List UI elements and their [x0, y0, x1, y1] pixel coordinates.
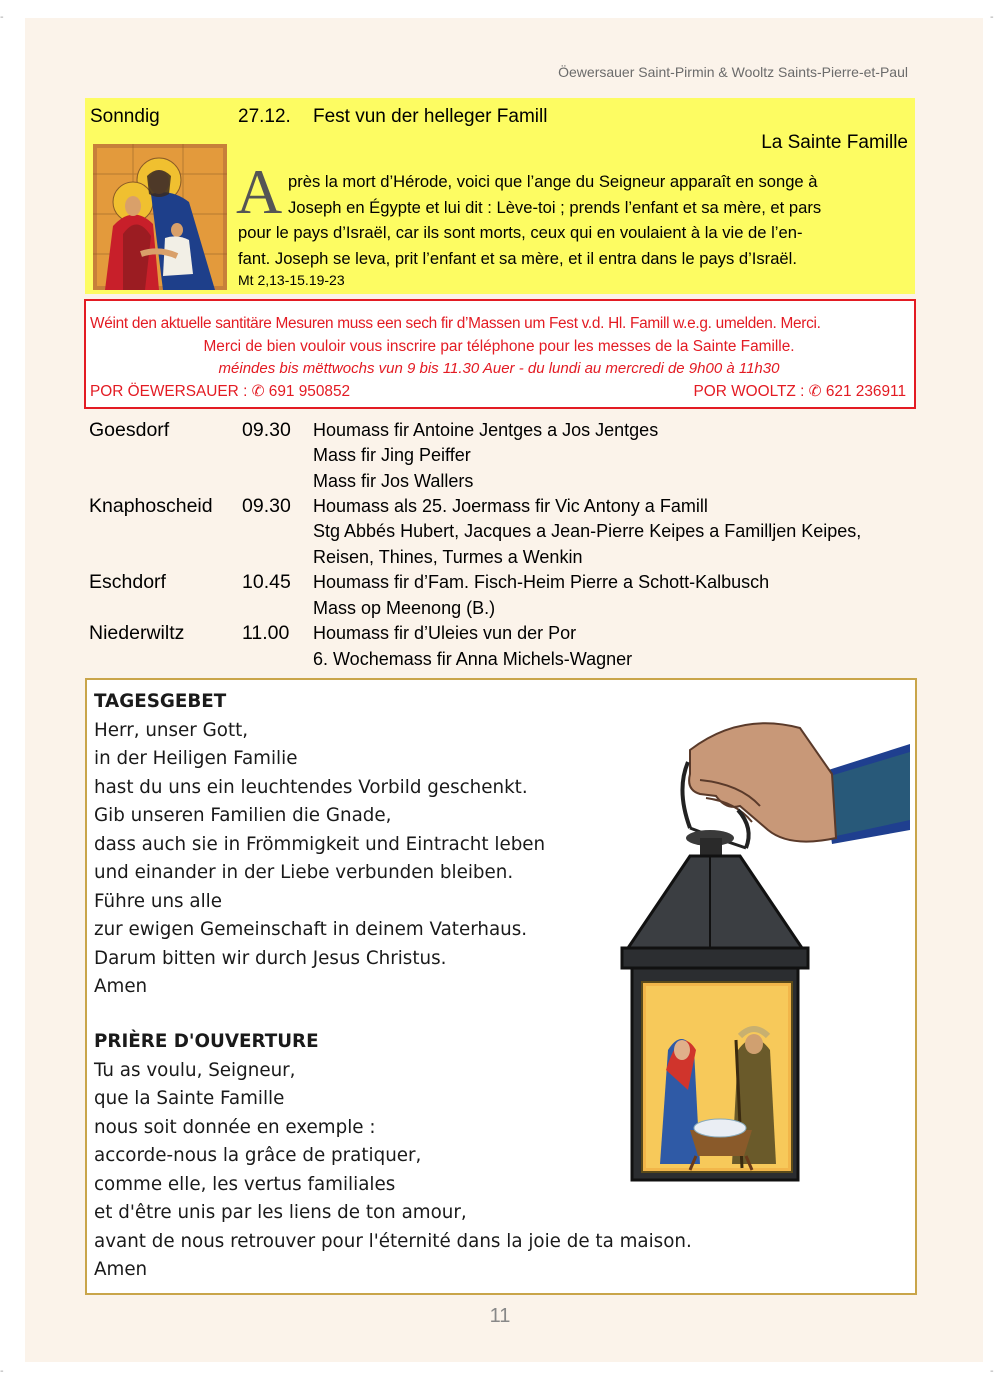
crop-mark: -	[990, 12, 994, 23]
mass-line	[313, 496, 708, 517]
mass-line: 6. Wochemass fir Anna Michels-Wagner	[313, 649, 633, 669]
prayer-title-fr: PRIÈRE D'OUVERTURE	[94, 1031, 319, 1052]
prayer-line: comme elle, les vertus familiales	[94, 1173, 396, 1195]
mass-kind: Houmass	[313, 496, 390, 516]
gospel-reference: Mt 2,13-15.19-23	[238, 272, 345, 288]
mass-kind: Houmass	[313, 420, 390, 440]
feast-day: Sonndig	[90, 106, 160, 127]
mass-line	[313, 572, 769, 593]
mass-line	[313, 623, 576, 644]
mass-place: Eschdorf	[89, 571, 166, 593]
prayer-line: und einander in der Liebe verbunden bleiben.	[94, 862, 514, 883]
page-header: Öewersauer Saint-Pirmin & Wooltz Saints-Pierre-et-Paul	[558, 64, 908, 80]
mass-time: 10.45	[242, 571, 291, 593]
mass-line: Mass fir Jing Peiffer	[313, 445, 471, 465]
mass-line	[313, 420, 658, 441]
prayer-line: Darum bitten wir durch Jesus Christus.	[94, 947, 447, 969]
feast-title-lu: Fest vun der helleger Famill	[313, 106, 548, 127]
prayer-line: zur ewigen Gemeinschaft in deinem Vaterhaus.	[94, 919, 528, 940]
mass-kind: Houmass	[313, 623, 390, 643]
prayer-line: in der Heiligen Familie	[94, 748, 298, 769]
prayer-line: et d'être unis par les liens de ton amour,	[94, 1202, 467, 1223]
feast-date: 27.12.	[238, 106, 291, 127]
phone-oewersauer: POR ÖEWERSAUER : ✆ 691 950852	[90, 383, 351, 400]
gospel-line: fant. Joseph se leva, prit l’enfant et sa mère, et il entra dans le pays d’Israël.	[238, 248, 797, 268]
mass-line: Stg Abbés Hubert, Jacques a Jean-Pierre Keipes a Familljen Keipes,	[313, 521, 862, 541]
mass-place: Goesdorf	[89, 419, 170, 441]
prayer-line: hast du uns ein leuchtendes Vorbild geschenkt.	[94, 776, 528, 798]
prayer-line: Amen	[94, 976, 148, 997]
mass-intention: fir d’Fam. Fisch-Heim Pierre a Schott-Kalbusch	[389, 572, 770, 592]
mass-place: Niederwiltz	[89, 622, 185, 644]
crop-mark: -	[0, 12, 4, 23]
prayer-title-de: TAGESGEBET	[94, 691, 227, 712]
mass-time: 11.00	[242, 622, 290, 644]
prayer-line: avant de nous retrouver pour l'éternité dans la joie de ta maison.	[94, 1230, 692, 1252]
prayer-line: Tu as voulu, Seigneur,	[94, 1059, 296, 1081]
prayer-line: Gib unseren Familien die Gnade,	[94, 805, 392, 826]
mass-kind: Houmass	[313, 572, 390, 592]
gospel-dropcap: A	[236, 156, 283, 227]
holy-family-icon	[93, 144, 227, 290]
mass-line: Reisen, Thines, Turmes a Wenkin	[313, 547, 583, 567]
gospel-line: près la mort d’Hérode, voici que l’ange du Seigneur apparaît en songe à	[288, 172, 818, 191]
phone-wooltz: POR WOOLTZ : ✆ 621 236911	[693, 383, 906, 400]
prayer-line: Führe uns alle	[94, 890, 222, 912]
mass-time: 09.30	[242, 495, 291, 517]
prayer-line: accorde-nous la grâce de pratiquer,	[94, 1145, 422, 1166]
prayer-line: que la Sainte Famille	[94, 1088, 285, 1109]
prayer-line: Amen	[94, 1259, 148, 1280]
page-number: 11	[489, 1305, 511, 1327]
crop-mark: -	[0, 1366, 4, 1377]
prayer-french	[94, 1028, 692, 1285]
notice-hours: méindes bis mëttwochs vun 9 bis 11.30 Auer - du lundi au mercredi de 9h00 à 11h30	[218, 360, 780, 377]
notice-line-lu: Wéint den aktuelle santitäre Mesuren muss een sech fir d’Massen um Fest v.d. Hl. Famill w.e.g. umelden. Merci.	[90, 315, 821, 332]
notice-line-fr: Merci de bien vouloir vous inscrire par téléphone pour les messes de la Sainte Famille.	[203, 338, 795, 355]
mass-place: Knaphoscheid	[89, 495, 213, 517]
crop-mark: -	[990, 1366, 994, 1377]
mass-line: Mass fir Jos Wallers	[313, 471, 474, 491]
prayer-line: nous soit donnée en exemple :	[94, 1116, 376, 1138]
gospel-line: Joseph en Égypte et lui dit : Lève-toi ; prends l’enfant et sa mère, et pars	[288, 197, 822, 217]
prayer-line: Herr, unser Gott,	[94, 719, 249, 741]
gospel-text	[238, 169, 908, 271]
mass-line: Mass op Meenong (B.)	[313, 598, 496, 618]
mass-time: 09.30	[242, 419, 291, 441]
mass-intention: fir d’Uleies vun der Por	[389, 623, 577, 643]
prayer-line: dass auch sie in Frömmigkeit und Eintracht leben	[94, 833, 546, 855]
mass-intention: als 25. Joermass fir Vic Antony a Famill	[389, 496, 708, 516]
prayer-german	[94, 688, 545, 1002]
mass-intention: fir Antoine Jentges a Jos Jentges	[389, 420, 659, 440]
feast-title-fr: La Sainte Famille	[761, 132, 908, 153]
gospel-line: pour le pays d’Israël, car ils sont morts, ceux qui en voulaient à la vie de l’en-	[238, 223, 803, 242]
